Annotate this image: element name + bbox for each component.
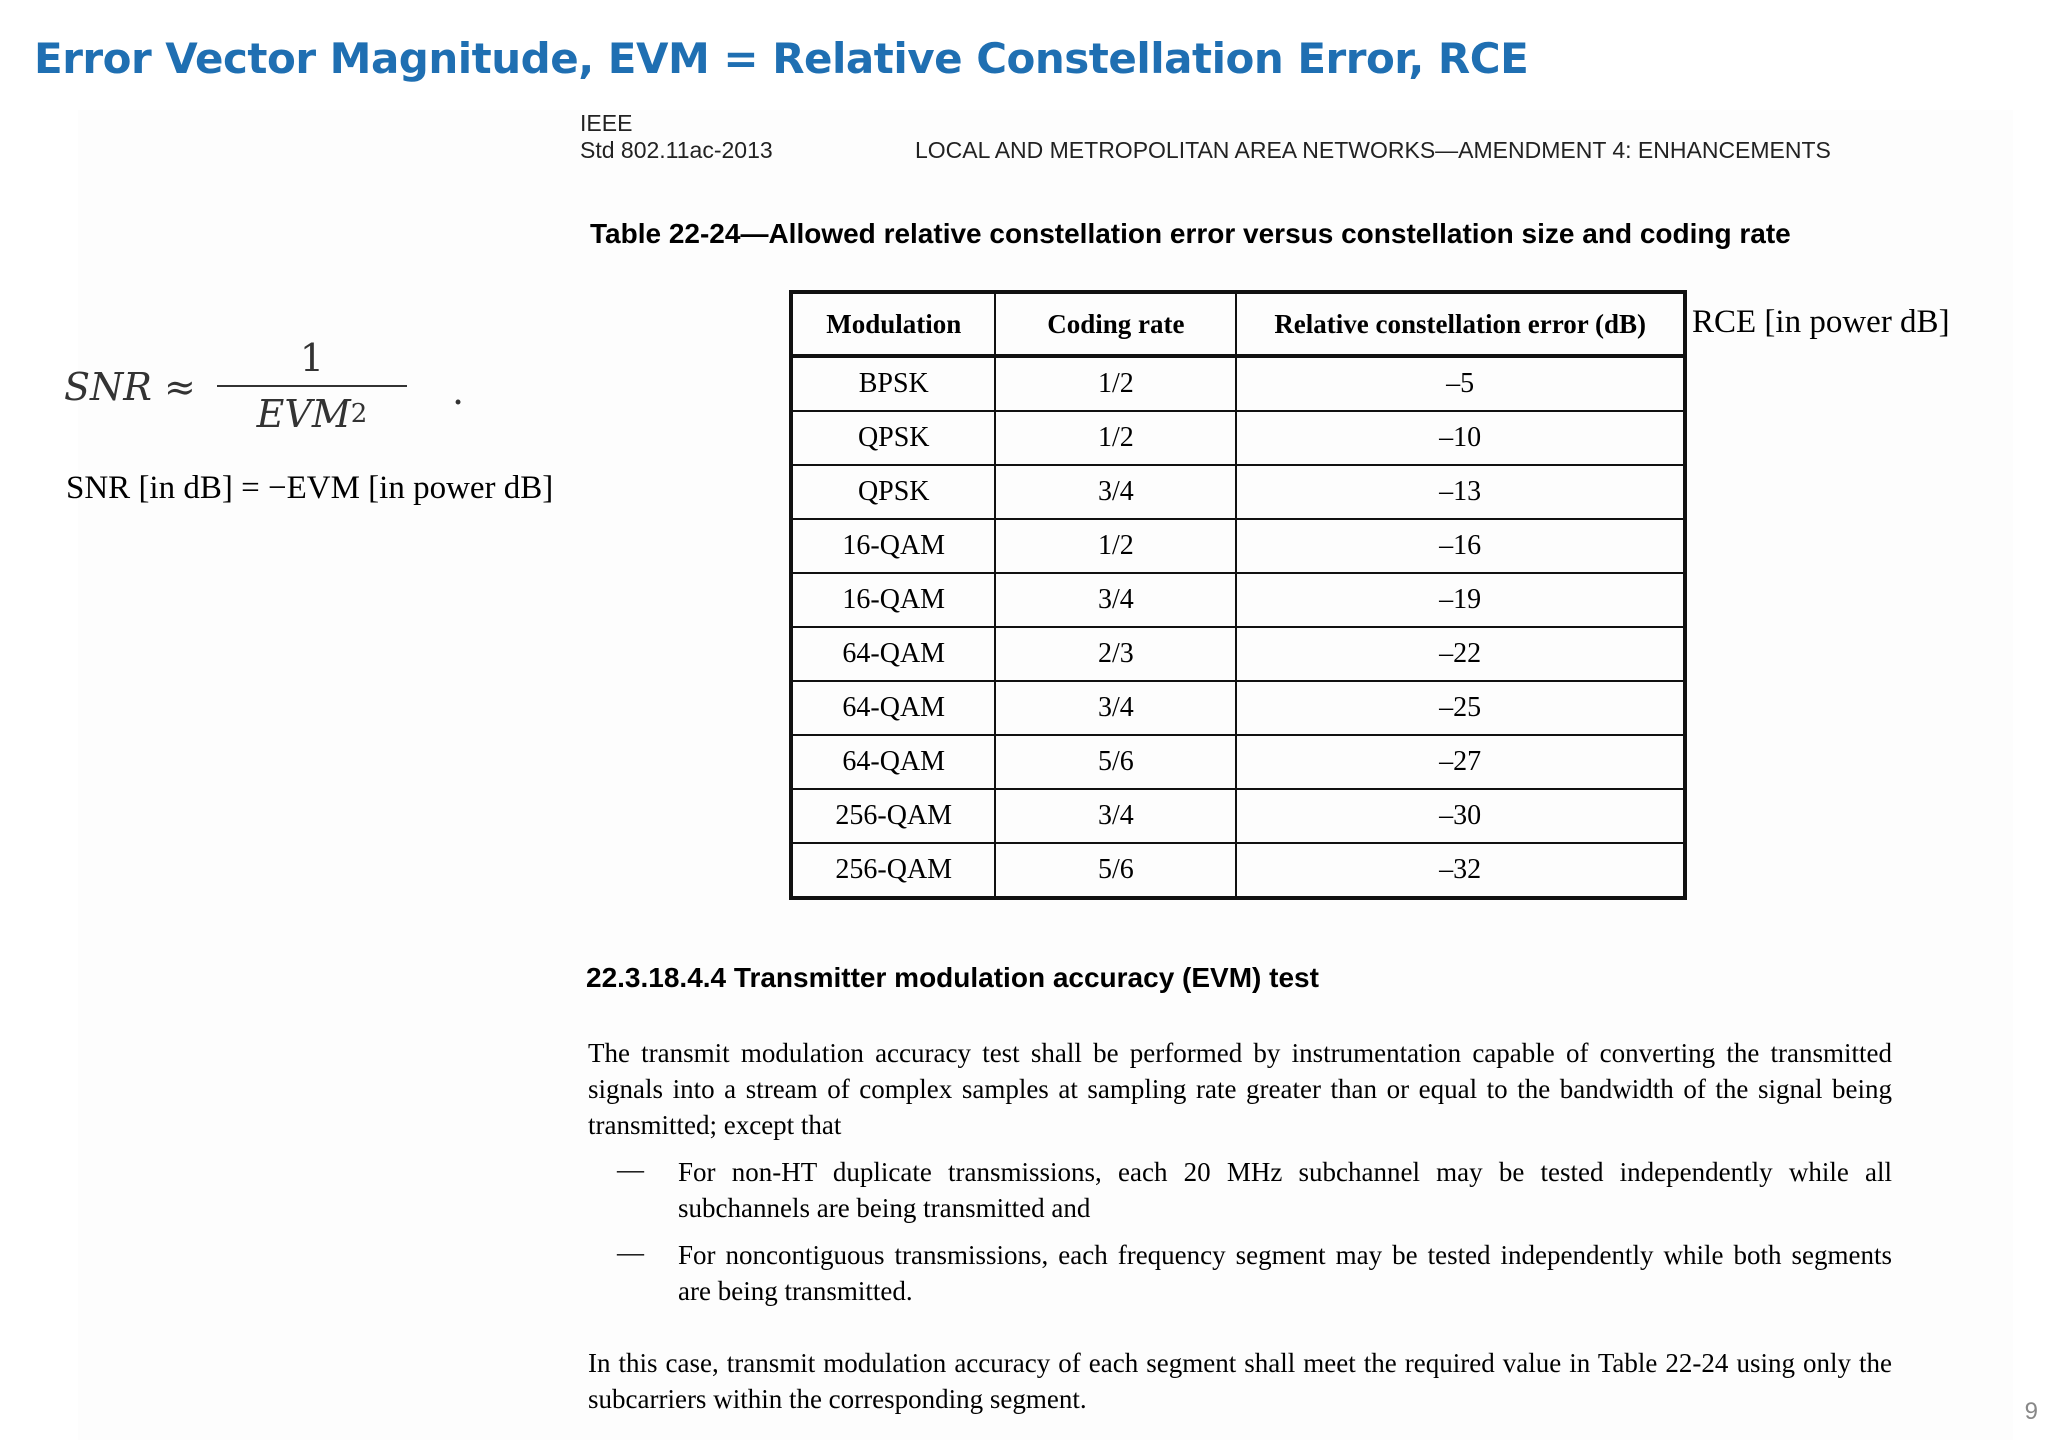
cell-coding-rate: 5/6 xyxy=(995,735,1236,789)
cell-modulation: 16-QAM xyxy=(791,519,995,573)
cell-rce: –16 xyxy=(1236,519,1685,573)
cell-modulation: 256-QAM xyxy=(791,789,995,843)
fraction-bar xyxy=(217,385,407,387)
rce-table xyxy=(789,290,1687,900)
formula-exponent: 2 xyxy=(350,399,368,429)
doc-header-org: IEEE xyxy=(580,110,633,136)
col-header-coding-rate: Coding rate xyxy=(995,292,1236,356)
cell-coding-rate: 1/2 xyxy=(995,356,1236,411)
table-row xyxy=(791,465,1685,519)
formula-numerator: 1 xyxy=(299,336,325,380)
cell-rce: –13 xyxy=(1236,465,1685,519)
cell-modulation: BPSK xyxy=(791,356,995,411)
cell-coding-rate: 1/2 xyxy=(995,411,1236,465)
cell-coding-rate: 3/4 xyxy=(995,573,1236,627)
table-row xyxy=(791,573,1685,627)
table-row xyxy=(791,627,1685,681)
formula-trail: . xyxy=(452,369,465,413)
formula-denominator xyxy=(217,391,407,437)
doc-header-std: Std 802.11ac-2013 xyxy=(580,137,773,163)
bullet-item: For noncontiguous transmissions, each frequency segment may be tested independently while both segments are being transmitted. xyxy=(678,1240,1892,1306)
paragraph-intro: The transmit modulation accuracy test shall be performed by instrumentation capable of converting the transmitted signals into a stream of complex samples at sampling rate greater than or equal to the bandwidth of the signal being transmitted; except that xyxy=(588,1038,1892,1140)
cell-modulation: 16-QAM xyxy=(791,573,995,627)
table-row xyxy=(791,843,1685,898)
cell-coding-rate: 3/4 xyxy=(995,465,1236,519)
formula-fraction xyxy=(217,335,407,437)
table-row xyxy=(791,411,1685,465)
cell-modulation: 64-QAM xyxy=(791,735,995,789)
cell-modulation: 64-QAM xyxy=(791,627,995,681)
table-row xyxy=(791,789,1685,843)
cell-coding-rate: 2/3 xyxy=(995,627,1236,681)
cell-coding-rate: 3/4 xyxy=(995,789,1236,843)
bullet-item: For non-HT duplicate transmissions, each 20 MHz subchannel may be tested independently while all subchannels are being transmitted and xyxy=(678,1157,1892,1223)
table-row xyxy=(791,356,1685,411)
cell-rce: –10 xyxy=(1236,411,1685,465)
formula-lhs: SNR ≈ xyxy=(64,365,196,409)
table-row xyxy=(791,519,1685,573)
cell-rce: –30 xyxy=(1236,789,1685,843)
paragraph-closing: In this case, transmit modulation accuracy of each segment shall meet the required value in Table 22-24 using only the subcarriers within the corresponding segment. xyxy=(588,1348,1892,1414)
cell-rce: –25 xyxy=(1236,681,1685,735)
cell-rce: –19 xyxy=(1236,573,1685,627)
cell-modulation: QPSK xyxy=(791,411,995,465)
cell-coding-rate: 1/2 xyxy=(995,519,1236,573)
col-header-modulation: Modulation xyxy=(791,292,995,356)
cell-modulation: 64-QAM xyxy=(791,681,995,735)
col-header-rce: Relative constellation error (dB) xyxy=(1236,292,1685,356)
cell-coding-rate: 3/4 xyxy=(995,681,1236,735)
page-number: 9 xyxy=(2024,1398,2038,1425)
table-row xyxy=(791,681,1685,735)
cell-modulation: 256-QAM xyxy=(791,843,995,898)
bullet-dash: — xyxy=(617,1237,644,1267)
cell-rce: –32 xyxy=(1236,843,1685,898)
table-caption: Table 22-24—Allowed relative constellation error versus constellation size and coding rate xyxy=(590,218,1791,249)
cell-modulation: QPSK xyxy=(791,465,995,519)
table-header-row xyxy=(791,292,1685,356)
table-row xyxy=(791,735,1685,789)
cell-rce: –5 xyxy=(1236,356,1685,411)
cell-coding-rate: 5/6 xyxy=(995,843,1236,898)
doc-header-title: LOCAL AND METROPOLITAN AREA NETWORKS—AMENDMENT 4: ENHANCEMENTS xyxy=(915,137,1831,163)
section-heading: 22.3.18.4.4 Transmitter modulation accuracy (EVM) test xyxy=(586,962,1319,993)
bullet-dash: — xyxy=(617,1154,644,1184)
cell-rce: –27 xyxy=(1236,735,1685,789)
denominator-text: EVM xyxy=(256,392,351,436)
cell-rce: –22 xyxy=(1236,627,1685,681)
rce-note: RCE [in power dB] xyxy=(1692,304,1950,340)
snr-db-note: SNR [in dB] = −EVM [in power dB] xyxy=(66,470,554,506)
slide-title: Error Vector Magnitude, EVM = Relative Constellation Error, RCE xyxy=(34,34,1529,83)
